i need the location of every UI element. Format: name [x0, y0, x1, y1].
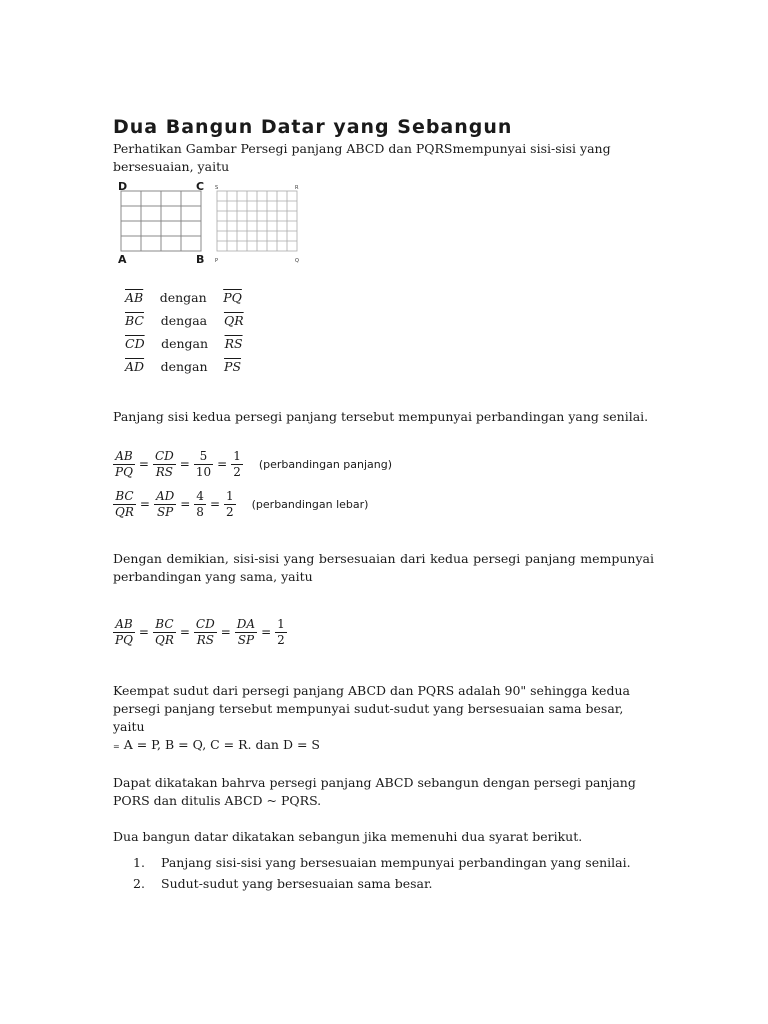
- corresponding-sides-list: [125, 286, 654, 378]
- eq2-n2: AD: [155, 488, 175, 503]
- document-page: [113, 116, 654, 894]
- eq3-d2: QR: [154, 632, 174, 647]
- conditions-list: [113, 852, 654, 894]
- list-number: 2.: [133, 876, 145, 891]
- eq1-n2: CD: [154, 448, 174, 463]
- list-item: [113, 873, 654, 894]
- eq2-d1: QR: [115, 504, 134, 519]
- angles-paragraph: Keempat sudut dari persegi panjang ABCD dan PQRS adalah 90" sehingga kedua persegi panjang tersebut mempunyai sudut-sudut yang bersesuaian sama besar, yaitu: [113, 683, 630, 734]
- label-a: A: [118, 253, 127, 266]
- side-right: $\overline{RS}$: [224, 336, 243, 351]
- pair-row: [125, 309, 654, 332]
- equation-width: $\frac{BC}{QR}$ = $\frac{AD}{SP}$ = $\frac{4}{8}$ = $\frac{1}{2}$ (perbandingan lebar): [115, 488, 369, 519]
- pair-row: [125, 332, 654, 355]
- side-left: $\overline{CD}$: [125, 336, 145, 351]
- pair-word: dengan: [159, 290, 207, 305]
- side-right: $\overline{PQ}$: [223, 290, 242, 305]
- eq2-d4: 2: [226, 504, 234, 519]
- rectangles-figure: [113, 180, 654, 268]
- eq2-note: (perbandingan lebar): [251, 497, 369, 511]
- side-left: $\overline{AD}$: [125, 359, 145, 374]
- list-text: Panjang sisi-sisi yang bersesuaian mempunyai perbandingan yang senilai.: [161, 855, 631, 870]
- pair-word: dengan: [160, 359, 208, 374]
- equation-all-sides: $\frac{AB}{PQ}$ = $\frac{BC}{QR}$ = $\frac{CD}{RS}$ = $\frac{DA}{SP}$ = $\frac{1}{2}$: [115, 616, 285, 647]
- ratio-paragraph: Panjang sisi kedua persegi panjang tersebut mempunyai perbandingan yang senilai.: [113, 409, 649, 424]
- angle-icon: =: [113, 742, 120, 751]
- eq3-d5: 2: [277, 632, 285, 647]
- eq3-n3: CD: [195, 616, 215, 631]
- eq3-d3: RS: [196, 632, 214, 647]
- page-title: Dua Bangun Datar yang Sebangun: [113, 116, 513, 138]
- rectangle-pqrs: [217, 191, 297, 251]
- equation-length: $\frac{AB}{PQ}$ = $\frac{CD}{RS}$ = $\frac{5}{10}$ = $\frac{1}{2}$ (perbandingan panjang): [115, 448, 393, 479]
- similarity-paragraph: Dapat dikatakan bahrva persegi panjang ABCD sebangun dengan persegi panjang PORS dan ditulis ABCD ~ PQRS.: [113, 775, 636, 808]
- label-p: P: [215, 258, 219, 264]
- eq1-d4: 2: [233, 464, 241, 479]
- eq2-n4: 1: [226, 488, 234, 503]
- pair-row: [125, 355, 654, 378]
- eq3-n2: BC: [153, 617, 176, 633]
- side-right: $\overline{QR}$: [223, 313, 244, 328]
- pair-word: dengan: [161, 336, 209, 351]
- eq2-d3: 8: [196, 504, 204, 519]
- label-b: B: [196, 253, 205, 266]
- side-left: $\overline{BC}$: [125, 313, 144, 328]
- pair-row: [125, 286, 654, 309]
- equations-block: [113, 444, 654, 524]
- list-number: 1.: [133, 855, 145, 870]
- eq1-d2: RS: [155, 464, 174, 479]
- rectangle-abcd: [121, 191, 201, 251]
- label-c: C: [196, 180, 205, 193]
- eq2-d2: SP: [156, 504, 174, 519]
- label-s: S: [215, 185, 219, 191]
- label-r: R: [295, 185, 299, 191]
- eq3-d1: PQ: [115, 632, 133, 647]
- eq3-n5: 1: [277, 616, 285, 631]
- angles-line: A = P, B = Q, C = R. dan D = S: [123, 737, 320, 752]
- intro-paragraph: Perhatikan Gambar Persegi panjang ABCD dan PQRSmempunyai sisi-sisi yang bersesuaian, yaitu: [113, 141, 611, 174]
- rectangles-svg: [113, 180, 313, 268]
- eq3-d4: SP: [237, 632, 255, 647]
- eq1-note: (perbandingan panjang): [258, 457, 393, 471]
- eq1-n1: AB: [113, 449, 135, 465]
- conclusion-paragraph: Dengan demikian, sisi-sisi yang bersesuaian dari kedua persegi panjang mempunyai perbandingan yang sama, yaitu: [113, 551, 654, 584]
- pair-word: dengaa: [160, 313, 208, 328]
- conditions-intro: Dua bangun datar dikatakan sebangun jika memenuhi dua syarat berikut.: [113, 829, 583, 844]
- label-q: Q: [295, 258, 299, 264]
- eq2-n3: 4: [196, 488, 204, 503]
- list-item: [113, 852, 654, 873]
- eq1-d1: PQ: [115, 464, 133, 479]
- eq3-n4: DA: [236, 616, 256, 631]
- side-left: $\overline{AB}$: [125, 290, 144, 305]
- eq1-d3: 10: [195, 464, 212, 479]
- eq1-n4: 1: [233, 448, 241, 463]
- list-text: Sudut-sudut yang bersesuaian sama besar.: [161, 876, 433, 891]
- eq1-n3: 5: [194, 449, 213, 465]
- label-d: D: [118, 180, 128, 193]
- eq3-n1: AB: [113, 617, 135, 633]
- side-right: $\overline{PS}$: [224, 359, 242, 374]
- eq2-n1: BC: [113, 489, 136, 505]
- angles-equalities: [113, 736, 654, 756]
